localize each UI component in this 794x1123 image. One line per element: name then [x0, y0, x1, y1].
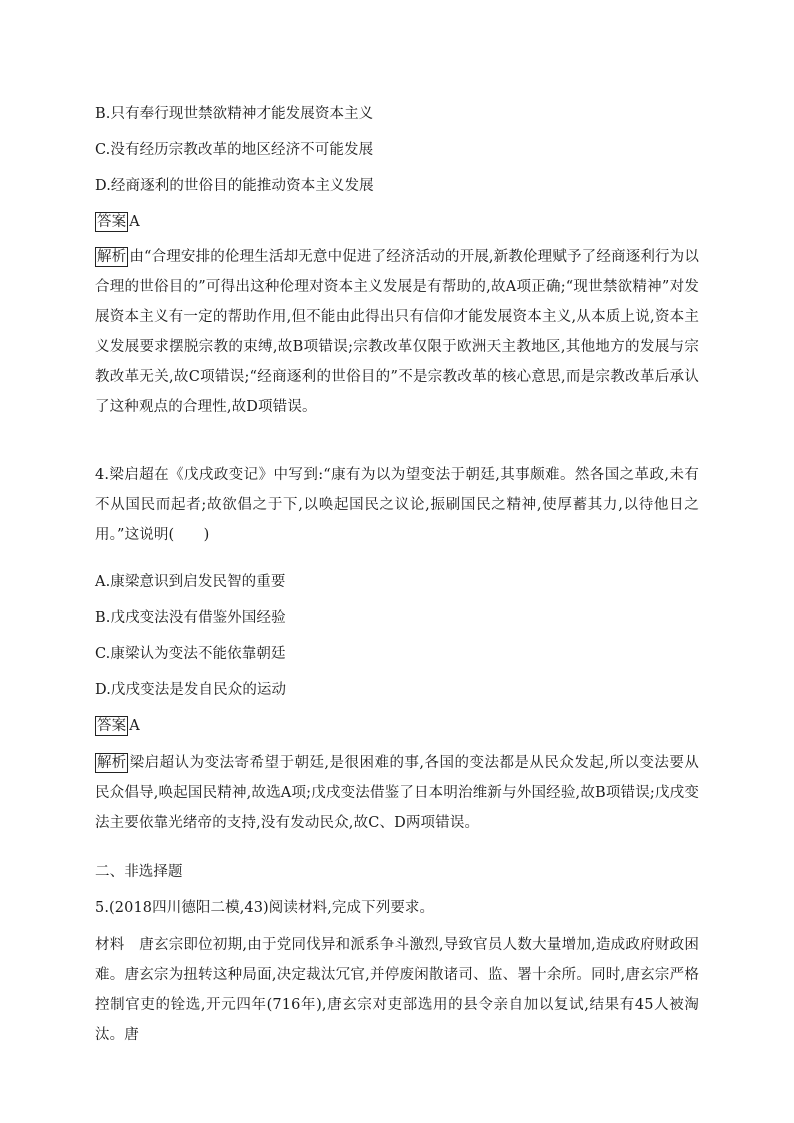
- section-heading: 二、非选择题: [95, 864, 183, 880]
- q5-material: 材料 唐玄宗即位初期,由于党同伐异和派系争斗激烈,导致官员人数大量增加,造成政府财政困难。唐玄宗为扭转这种局面,决定裁汰冗官,并停废闲散诸司、监、署十余所。同时,唐玄宗严格控制官吏的铨选,开元四年(716年),唐玄宗对吏部选用的县令亲自加以复试,结果有45人被淘汰。唐: [95, 937, 699, 1043]
- q4-option-c: C.康梁认为变法不能依靠朝廷: [95, 646, 286, 662]
- q4-answer: [95, 716, 700, 736]
- answer-value: A: [129, 718, 140, 734]
- q4-option-a: A.康梁意识到启发民智的重要: [95, 574, 286, 590]
- q3-option-b: B.只有奉行现世禁欲精神才能发展资本主义: [95, 106, 374, 122]
- q4-option-d: D.戊戌变法是发自民众的运动: [95, 682, 287, 698]
- analysis-tag: 解析: [97, 249, 127, 265]
- answer-tag: 答案: [97, 718, 127, 734]
- q3-analysis: [95, 242, 699, 422]
- answer-value: A: [129, 214, 140, 230]
- q3-option-d: D.经商逐利的世俗目的能推动资本主义发展: [95, 178, 374, 194]
- q5-stem: 5.(2018四川德阳二模,43)阅读材料,完成下列要求。: [95, 900, 435, 916]
- q4-option-b: B.戊戌变法没有借鉴外国经验: [95, 610, 286, 626]
- analysis-text: 梁启超认为变法寄希望于朝廷,是很困难的事,各国的变法都是从民众发起,所以变法要从民众倡导,唤起国民精神,故选A项;戊戌变法借鉴了日本明治维新与外国经验,故B项错误;戊戌变法主要依靠光绪帝的支持,没有发动民众,故C、D两项错误。: [95, 755, 699, 831]
- q4-stem: 4.梁启超在《戊戌政变记》中写到:“康有为以为望变法于朝廷,其事颇难。然各国之革政,未有不从国民而起者;故欲倡之于下,以唤起国民之议论,振刷国民之精神,使厚蓄其力,以待他日之用。”这说明( ): [95, 467, 699, 543]
- analysis-text: 由“合理安排的伦理生活却无意中促进了经济活动的开展,新教伦理赋予了经商逐利行为以合理的世俗目的”可得出这种伦理对资本主义发展是有帮助的,故A项正确;“现世禁欲精神”对发展资本主义有一定的帮助作用,但不能由此得出只有信仰才能发展资本主义,从本质上说,资本主义发展要求摆脱宗教的束缚,故B项错误;宗教改革仅限于欧洲天主教地区,其他地方的发展与宗教改革无关,故C项错误;“经商逐利的世俗目的”不是宗教改革的核心意思,而是宗教改革后承认了这种观点的合理性,故D项错误。: [95, 249, 699, 415]
- answer-tag: 答案: [97, 214, 127, 230]
- analysis-tag: 解析: [97, 755, 127, 771]
- q3-option-c: C.没有经历宗教改革的地区经济不可能发展: [95, 142, 374, 158]
- q3-answer: [95, 212, 700, 232]
- q4-analysis: [95, 748, 699, 838]
